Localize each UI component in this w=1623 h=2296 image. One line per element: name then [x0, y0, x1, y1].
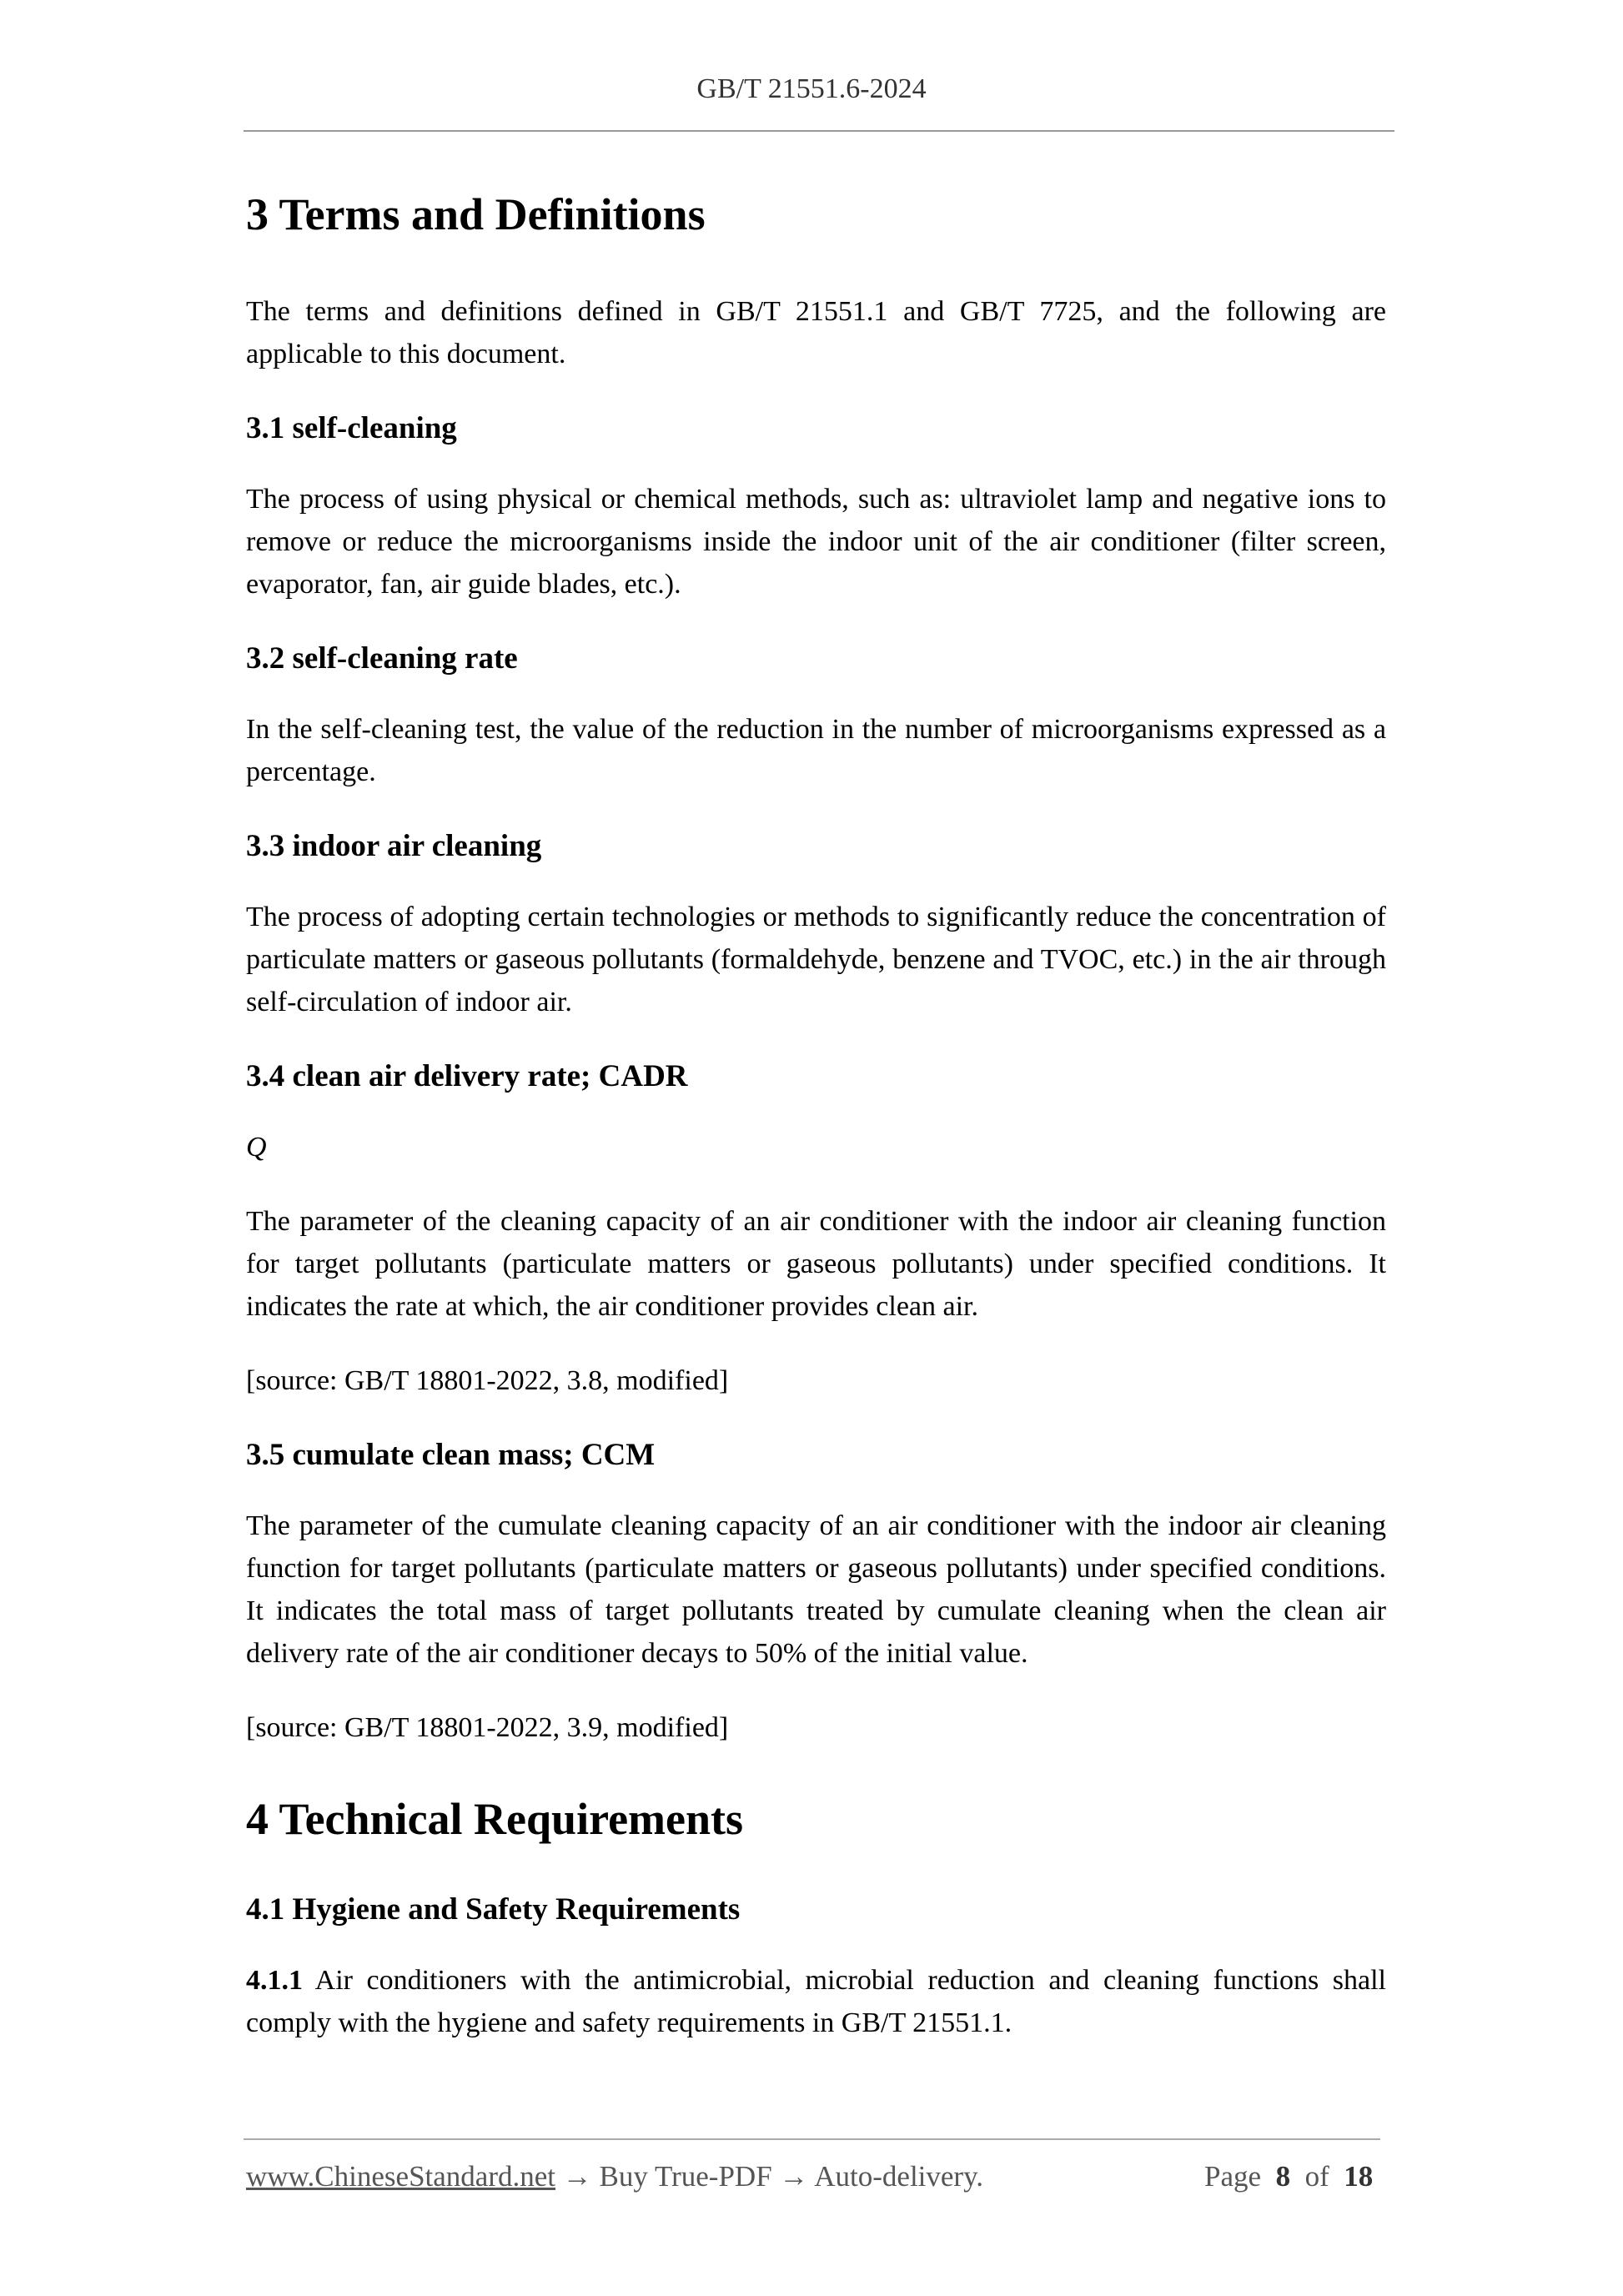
section-3-3-heading: 3.3 indoor air cleaning	[246, 828, 542, 863]
clause-4-1-1	[246, 1959, 1386, 2044]
page-content	[246, 188, 1386, 2044]
section-3-4-body: The parameter of the cleaning capacity of an air conditioner with the indoor air cleaning function for target pollutants (particulate matters or gaseous pollutants) under specified conditions. It indicates the rate at which, the air conditioner provides clean air.	[246, 1206, 1386, 1323]
section-3-2-body: In the self-cleaning test, the value of the reduction in the number of microorganisms expressed as a percentage.	[246, 713, 1386, 787]
clause-4-1-1-number: 4.1.1	[246, 1965, 303, 1997]
section-3-3-body: The process of adopting certain technologies or methods to significantly reduce the concentration of particulate matters or gaseous pollutants (formaldehyde, benzene and TVOC, etc.) in the air through self-circulation of indoor air.	[246, 902, 1386, 1018]
footer-promo	[246, 2160, 983, 2193]
section-3-4-heading: 3.4 clean air delivery rate; CADR	[246, 1059, 688, 1094]
page-total: 18	[1344, 2160, 1374, 2193]
section-3-heading: 3 Terms and Definitions	[246, 189, 706, 239]
section-3-1-body: The process of using physical or chemical methods, such as: ultraviolet lamp and negative ions to remove or reduce the microorganisms inside the indoor unit of the air conditioner (filter screen, evaporator, fan, air guide blades, etc.).	[246, 483, 1386, 600]
section-3-4-source: [source: GB/T 18801-2022, 3.8, modified]	[246, 1365, 729, 1397]
clause-4-1-1-text: Air conditioners with the antimicrobial, microbial reduction and cleaning functions shall comply with the hygiene and safety requirements in GB/T 21551.1.	[246, 1965, 1386, 2039]
section-3-5-body: The parameter of the cumulate cleaning capacity of an air conditioner with the indoor air cleaning function for target pollutants (particulate matters or gaseous pollutants) under specified conditions. It indicates the total mass of target pollutants treated by cumulate cleaning when the clean air delivery rate of the air conditioner decays to 50% of the initial value.	[246, 1510, 1386, 1670]
buy-text: Buy True-PDF	[599, 2160, 772, 2193]
header-divider	[244, 130, 1394, 132]
page-current: 8	[1275, 2160, 1291, 2193]
arrow-right-icon: →	[771, 2160, 815, 2193]
running-header: GB/T 21551.6-2024	[696, 73, 927, 104]
page-footer	[246, 2160, 1380, 2193]
section-3-intro: The terms and definitions defined in GB/T 21551.1 and GB/T 7725, and the following are applicable to this document.	[246, 295, 1386, 369]
section-4-heading: 4 Technical Requirements	[246, 1794, 744, 1845]
section-3-2-heading: 3.2 self-cleaning rate	[246, 641, 518, 676]
section-4-1-heading: 4.1 Hygiene and Safety Requirements	[246, 1892, 741, 1927]
section-3-5-source: [source: GB/T 18801-2022, 3.9, modified]	[246, 1712, 729, 1744]
page-indicator	[1204, 2160, 1380, 2193]
of-word: of	[1304, 2160, 1329, 2193]
arrow-right-icon: →	[555, 2160, 600, 2193]
section-3-1-heading: 3.1 self-cleaning	[246, 410, 457, 445]
website-link[interactable]: www.ChineseStandard.net	[246, 2160, 555, 2193]
page-word: Page	[1204, 2160, 1262, 2193]
section-3-4-symbol: Q	[246, 1132, 267, 1163]
footer-divider	[244, 2138, 1380, 2140]
delivery-text: Auto-delivery.	[814, 2160, 984, 2193]
section-3-5-heading: 3.5 cumulate clean mass; CCM	[246, 1438, 656, 1473]
